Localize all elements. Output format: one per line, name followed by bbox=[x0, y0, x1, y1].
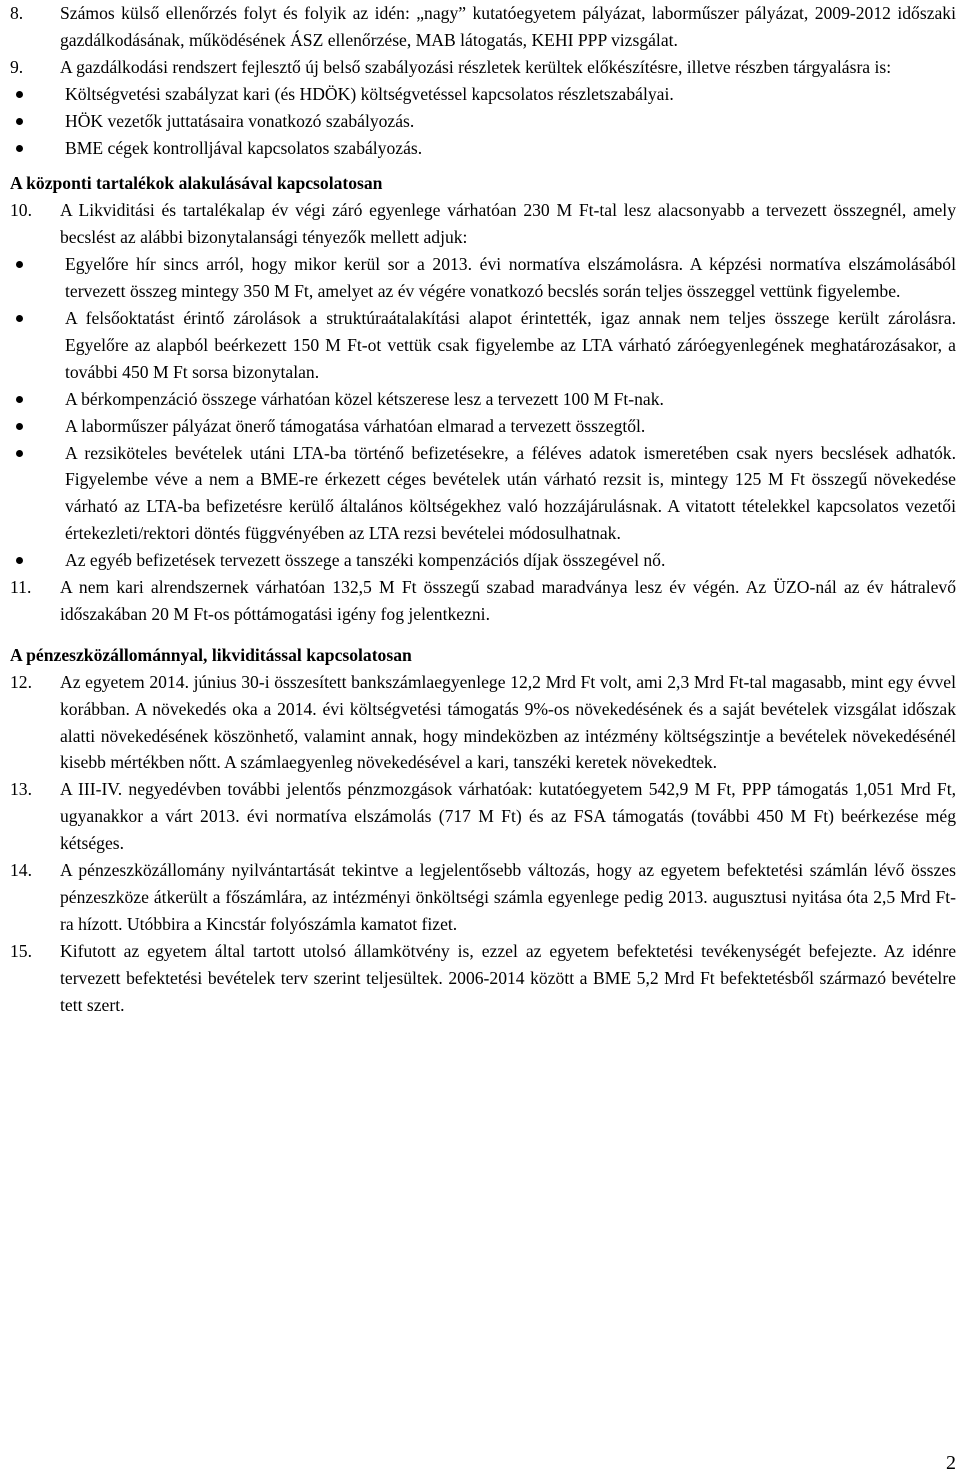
bullet-icon bbox=[16, 261, 23, 268]
item-text: A gazdálkodási rendszert fejlesztő új belső szabályozási részletek kerültek előkészítésre, illetve részben tárgyalásra is: bbox=[60, 56, 892, 77]
bullet-icon bbox=[16, 145, 23, 152]
item-text: Számos külső ellenőrzés folyt és folyik az idén: „nagy” kutatóegyetem pályázat, laborműszer pályázat, 2009-2012 időszaki gazdálkodásának, működésének ÁSZ ellenőrzése, MAB látogatás, KEHI PPP vizsgálat. bbox=[60, 3, 956, 50]
item-number: 13. bbox=[10, 779, 32, 800]
item-text: A Likviditási és tartalékalap év végi záró egyenlege várhatóan 230 M Ft-tal lesz alacsonyabb a tervezett összegnél, amely becslést az alábbi bizonytalansági tényezők mellett adjuk: bbox=[60, 200, 956, 248]
list-item: A rezsiköteles bevételek utáni LTA-ba történő befizetésekre, a féléves adatok ismeretében csak nyers becslések adhatók. Figyelembe véve a nem a BME-re érkezett céges bevételek után várható rezsit is, mintegy 125 M Ft összegű növekedése várható az LTA-ba befizetésre kerülő általános költségekhez való hozzájárulásnak. A vitatott tételekkel kapcsolatos vezetői értekezleti/rektori döntés függvényében az LTA rezsi bevételei módosulhatnak. bbox=[10, 440, 956, 548]
item-number: 12. bbox=[10, 671, 32, 692]
item-9 bbox=[10, 54, 956, 81]
bullet-icon bbox=[16, 118, 23, 125]
item-number: 15. bbox=[10, 940, 32, 961]
list-item: A felsőoktatást érintő zárolások a struktúraátalakítási alapot érintették, igaz annak nem teljes összege került zárolásra. Egyelőre az alapból beérkezett 150 M Ft-ot vettük csak figyelembe az LTA várható záróegyenlegének meghatározásakor, a további 450 M Ft sorsa bizonytalan. bbox=[10, 305, 956, 386]
item-number: 8. bbox=[10, 3, 24, 23]
list-item: HÖK vezetők juttatásaira vonatkozó szabályozás. bbox=[10, 108, 956, 135]
item-14 bbox=[10, 857, 956, 938]
list-item: A bérkompenzáció összege várhatóan közel kétszerese lesz a tervezett 100 M Ft-nak. bbox=[10, 386, 956, 413]
item-13 bbox=[10, 776, 956, 857]
item-12 bbox=[10, 669, 956, 777]
bullet-list bbox=[10, 81, 956, 162]
item-text: Az egyetem 2014. június 30-i összesített bankszámlaegyenlege 12,2 Mrd Ft volt, ami 2,3 Mrd Ft-tal magasabb, mint egy évvel korábban. A növekedés oka a 2014. évi költségvetési támogatás 9%-os növekedésének és a saját bevételek vizsgálat időszak alatti növekedésének köszönhető, valamint annak, hogy mindeközben az intézmény költségszintje a bevételek növekedésénél kisebb mértékben nőtt. A számlaegyenleg növekedésével a kari, tanszéki keretek növekedtek. bbox=[60, 671, 956, 773]
item-10 bbox=[10, 197, 956, 251]
list-item: Az egyéb befizetések tervezett összege a tanszéki kompenzációs díjak összegével nő. bbox=[10, 547, 956, 574]
bullet-icon bbox=[16, 396, 23, 403]
section-heading: A központi tartalékok alakulásával kapcsolatosan bbox=[10, 173, 383, 194]
item-11 bbox=[10, 574, 956, 628]
bullet-icon bbox=[16, 423, 23, 430]
page-number: 2 bbox=[946, 1452, 956, 1474]
item-15 bbox=[10, 938, 956, 1019]
bullet-icon bbox=[16, 450, 23, 457]
item-number: 14. bbox=[10, 860, 32, 881]
item-8 bbox=[10, 0, 956, 54]
item-text: A III-IV. negyedévben további jelentős pénzmozgások várhatóak: kutatóegyetem 542,9 M Ft, PPP támogatás 1,051 Mrd Ft, ugyanakkor a várt 2013. évi normatíva elszámolás (717 M Ft) és az FSA támogatás (további 450 M Ft) beérkezése még kétséges. bbox=[60, 779, 956, 854]
list-item: A laborműszer pályázat önerő támogatása várhatóan elmarad a tervezett összegtől. bbox=[10, 413, 956, 440]
bullet-list bbox=[10, 251, 956, 574]
list-item: BME cégek kontrolljával kapcsolatos szabályozás. bbox=[10, 135, 956, 162]
section-heading: A pénzeszközállománnyal, likviditással kapcsolatosan bbox=[10, 644, 412, 665]
item-text: A nem kari alrendszernek várhatóan 132,5 M Ft összegű szabad maradványa lesz év végén. Az ÜZO-nál az év hátralevő időszakában 20 M Ft-os póttámogatási igény fog jelentkezni. bbox=[60, 577, 956, 624]
bullet-icon bbox=[16, 557, 23, 564]
document-page bbox=[10, 0, 956, 1019]
bullet-icon bbox=[16, 91, 23, 98]
item-number: 9. bbox=[10, 56, 24, 77]
item-number: 11. bbox=[10, 577, 32, 598]
item-number: 10. bbox=[10, 200, 32, 221]
list-item: Egyelőre hír sincs arról, hogy mikor kerül sor a 2013. évi normatíva elszámolásra. A képzési normatíva elszámolásából tervezett összeg mintegy 350 M Ft, amelyet az év végére vonatkozó becslés során teljes összeggel vettünk figyelembe. bbox=[10, 251, 956, 305]
list-item: Költségvetési szabályzat kari (és HDÖK) költségvetéssel kapcsolatos részletszabályai. bbox=[10, 81, 956, 108]
bullet-icon bbox=[16, 315, 23, 322]
item-text: Kifutott az egyetem által tartott utolsó államkötvény is, ezzel az egyetem befektetési tevékenységét befejezte. Az idénre tervezett befektetési bevételek terv szerint teljesültek. 2006-2014 között a BME 5,2 Mrd Ft befektetésből származó bevételre tett szert. bbox=[60, 940, 956, 1015]
item-text: A pénzeszközállomány nyilvántartását tekintve a legjelentősebb változás, hogy az egyetem befektetési számlán lévő összes pénzeszköze átkerült a főszámlára, az intézményi önköltségi számla egyenlege pedig 2013. augusztusi nyitása óta 2,5 Mrd Ft-ra hízott. Utóbbira a Kincstár folyószámla kamatot fizet. bbox=[60, 860, 956, 934]
